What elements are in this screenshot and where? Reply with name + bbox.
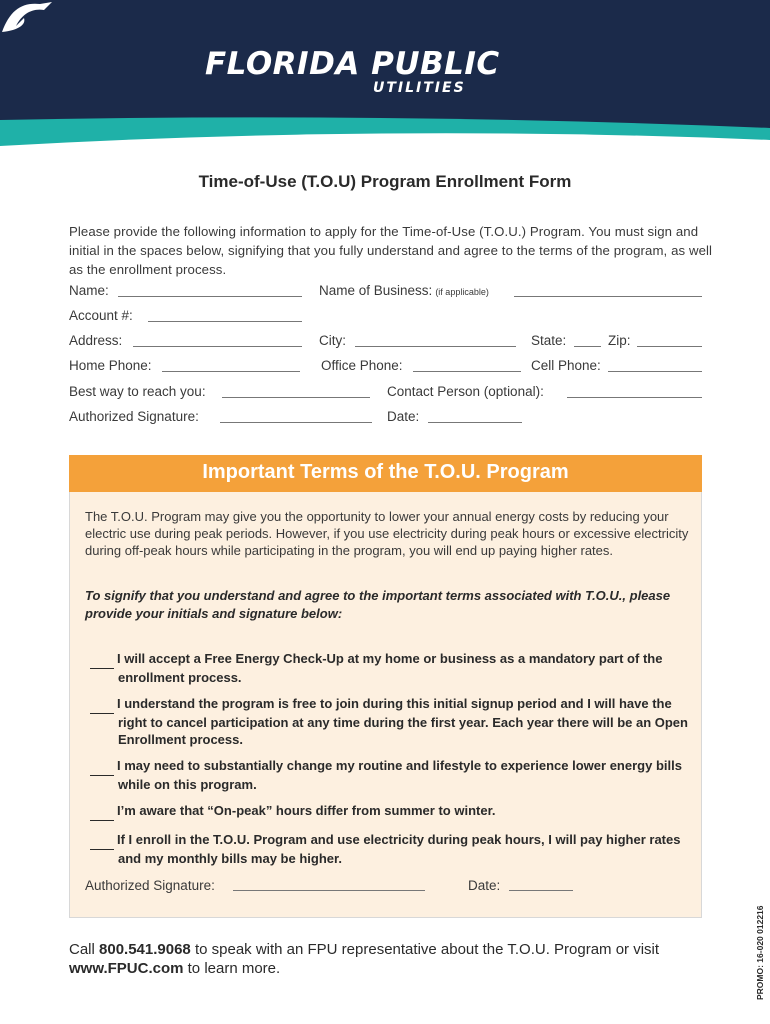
terms-item-text: If I enroll in the T.O.U. Program and use electricity during peak hours, I will pay higher rates and my monthly bills may be higher. [117,832,681,866]
terms-item-text: I may need to substantially change my routine and lifestyle to experience lower energy bills while on this program. [117,758,682,792]
signature-label: Authorized Signature: [69,409,199,424]
bird-logo-icon [0,0,55,35]
address-label: Address: [69,333,123,348]
initials-field[interactable] [90,831,114,850]
initials-field[interactable] [90,695,114,714]
name-field[interactable] [118,296,302,297]
footer-call: Call [69,941,95,958]
date-label: Date: [387,409,420,424]
logo-wordmark: FLORIDA PUBLIC [205,46,500,82]
terms-item [90,831,690,867]
footer-phone[interactable]: 800.541.9068 [99,941,191,958]
header-banner [0,0,770,150]
terms-item-text: I’m aware that “On-peak” hours differ from summer to winter. [117,803,496,818]
name-label: Name: [69,283,109,298]
account-label: Account #: [69,308,133,323]
terms-intro: The T.O.U. Program may give you the opportunity to lower your annual energy costs by reducing your electric use during peak periods. However, if you use electricity during peak hours or excessive electricity during off-peak hours while participating in the program, you will end up paying higher rates. [85,509,689,558]
footer-end: to learn more. [187,960,281,977]
logo-subtitle: UTILITIES [373,80,466,96]
contact-person-field[interactable] [567,397,702,398]
terms-date-field[interactable] [509,890,573,891]
initials-field[interactable] [90,802,114,821]
account-field[interactable] [148,321,302,322]
terms-item [90,650,690,686]
terms-item [90,757,690,793]
best-way-label: Best way to reach you: [69,384,206,399]
city-field[interactable] [355,346,516,347]
form-intro: Please provide the following information to apply for the Time-of-Use (T.O.U.) Program. You must sign and initial in the spaces below, signifying that you fully understand and agree to the terms of the program, as well as the enrollment process. [69,224,713,277]
promo-code: PROMO: 16-020 012216 [755,905,765,1000]
footer-contact [69,940,719,978]
business-field[interactable] [514,296,702,297]
footer-url[interactable]: www.FPUC.com [69,960,184,977]
state-field[interactable] [574,346,601,347]
home-phone-label: Home Phone: [69,358,152,373]
terms-item-text: I will accept a Free Energy Check-Up at my home or business as a mandatory part of the enrollment process. [117,651,663,685]
business-note: (if applicable) [435,287,489,297]
office-phone-label: Office Phone: [321,358,403,373]
office-phone-field[interactable] [413,371,521,372]
address-field[interactable] [133,346,302,347]
terms-item-text: I understand the program is free to join during this initial signup period and I will have the right to cancel participation at any time during the first year. Each year there will be an Open Enrollment process. [117,696,688,747]
terms-signature-field[interactable] [233,890,425,891]
signature-field[interactable] [220,422,372,423]
city-label: City: [319,333,346,348]
cell-phone-field[interactable] [608,371,702,372]
terms-instruction: To signify that you understand and agree to the important terms associated with T.O.U., please provide your initials and signature below: [85,588,671,621]
business-label [319,283,489,298]
terms-item [90,802,690,821]
initials-field[interactable] [90,757,114,776]
state-label: State: [531,333,567,348]
zip-field[interactable] [637,346,702,347]
zip-label: Zip: [608,333,631,348]
contact-person-label: Contact Person (optional): [387,384,544,399]
form-title: Time-of-Use (T.O.U) Program Enrollment Form [198,172,572,191]
best-way-field[interactable] [222,397,370,398]
terms-header [69,455,702,492]
terms-signature-label: Authorized Signature: [85,878,215,893]
footer-middle: to speak with an FPU representative about the T.O.U. Program or visit [194,941,660,958]
business-label-text: Name of Business: [319,283,433,298]
terms-item [90,695,690,749]
terms-title: Important Terms of the T.O.U. Program [202,461,569,483]
cell-phone-label: Cell Phone: [531,358,601,373]
date-field[interactable] [428,422,522,423]
terms-date-label: Date: [468,878,501,893]
initials-field[interactable] [90,650,114,669]
home-phone-field[interactable] [162,371,300,372]
